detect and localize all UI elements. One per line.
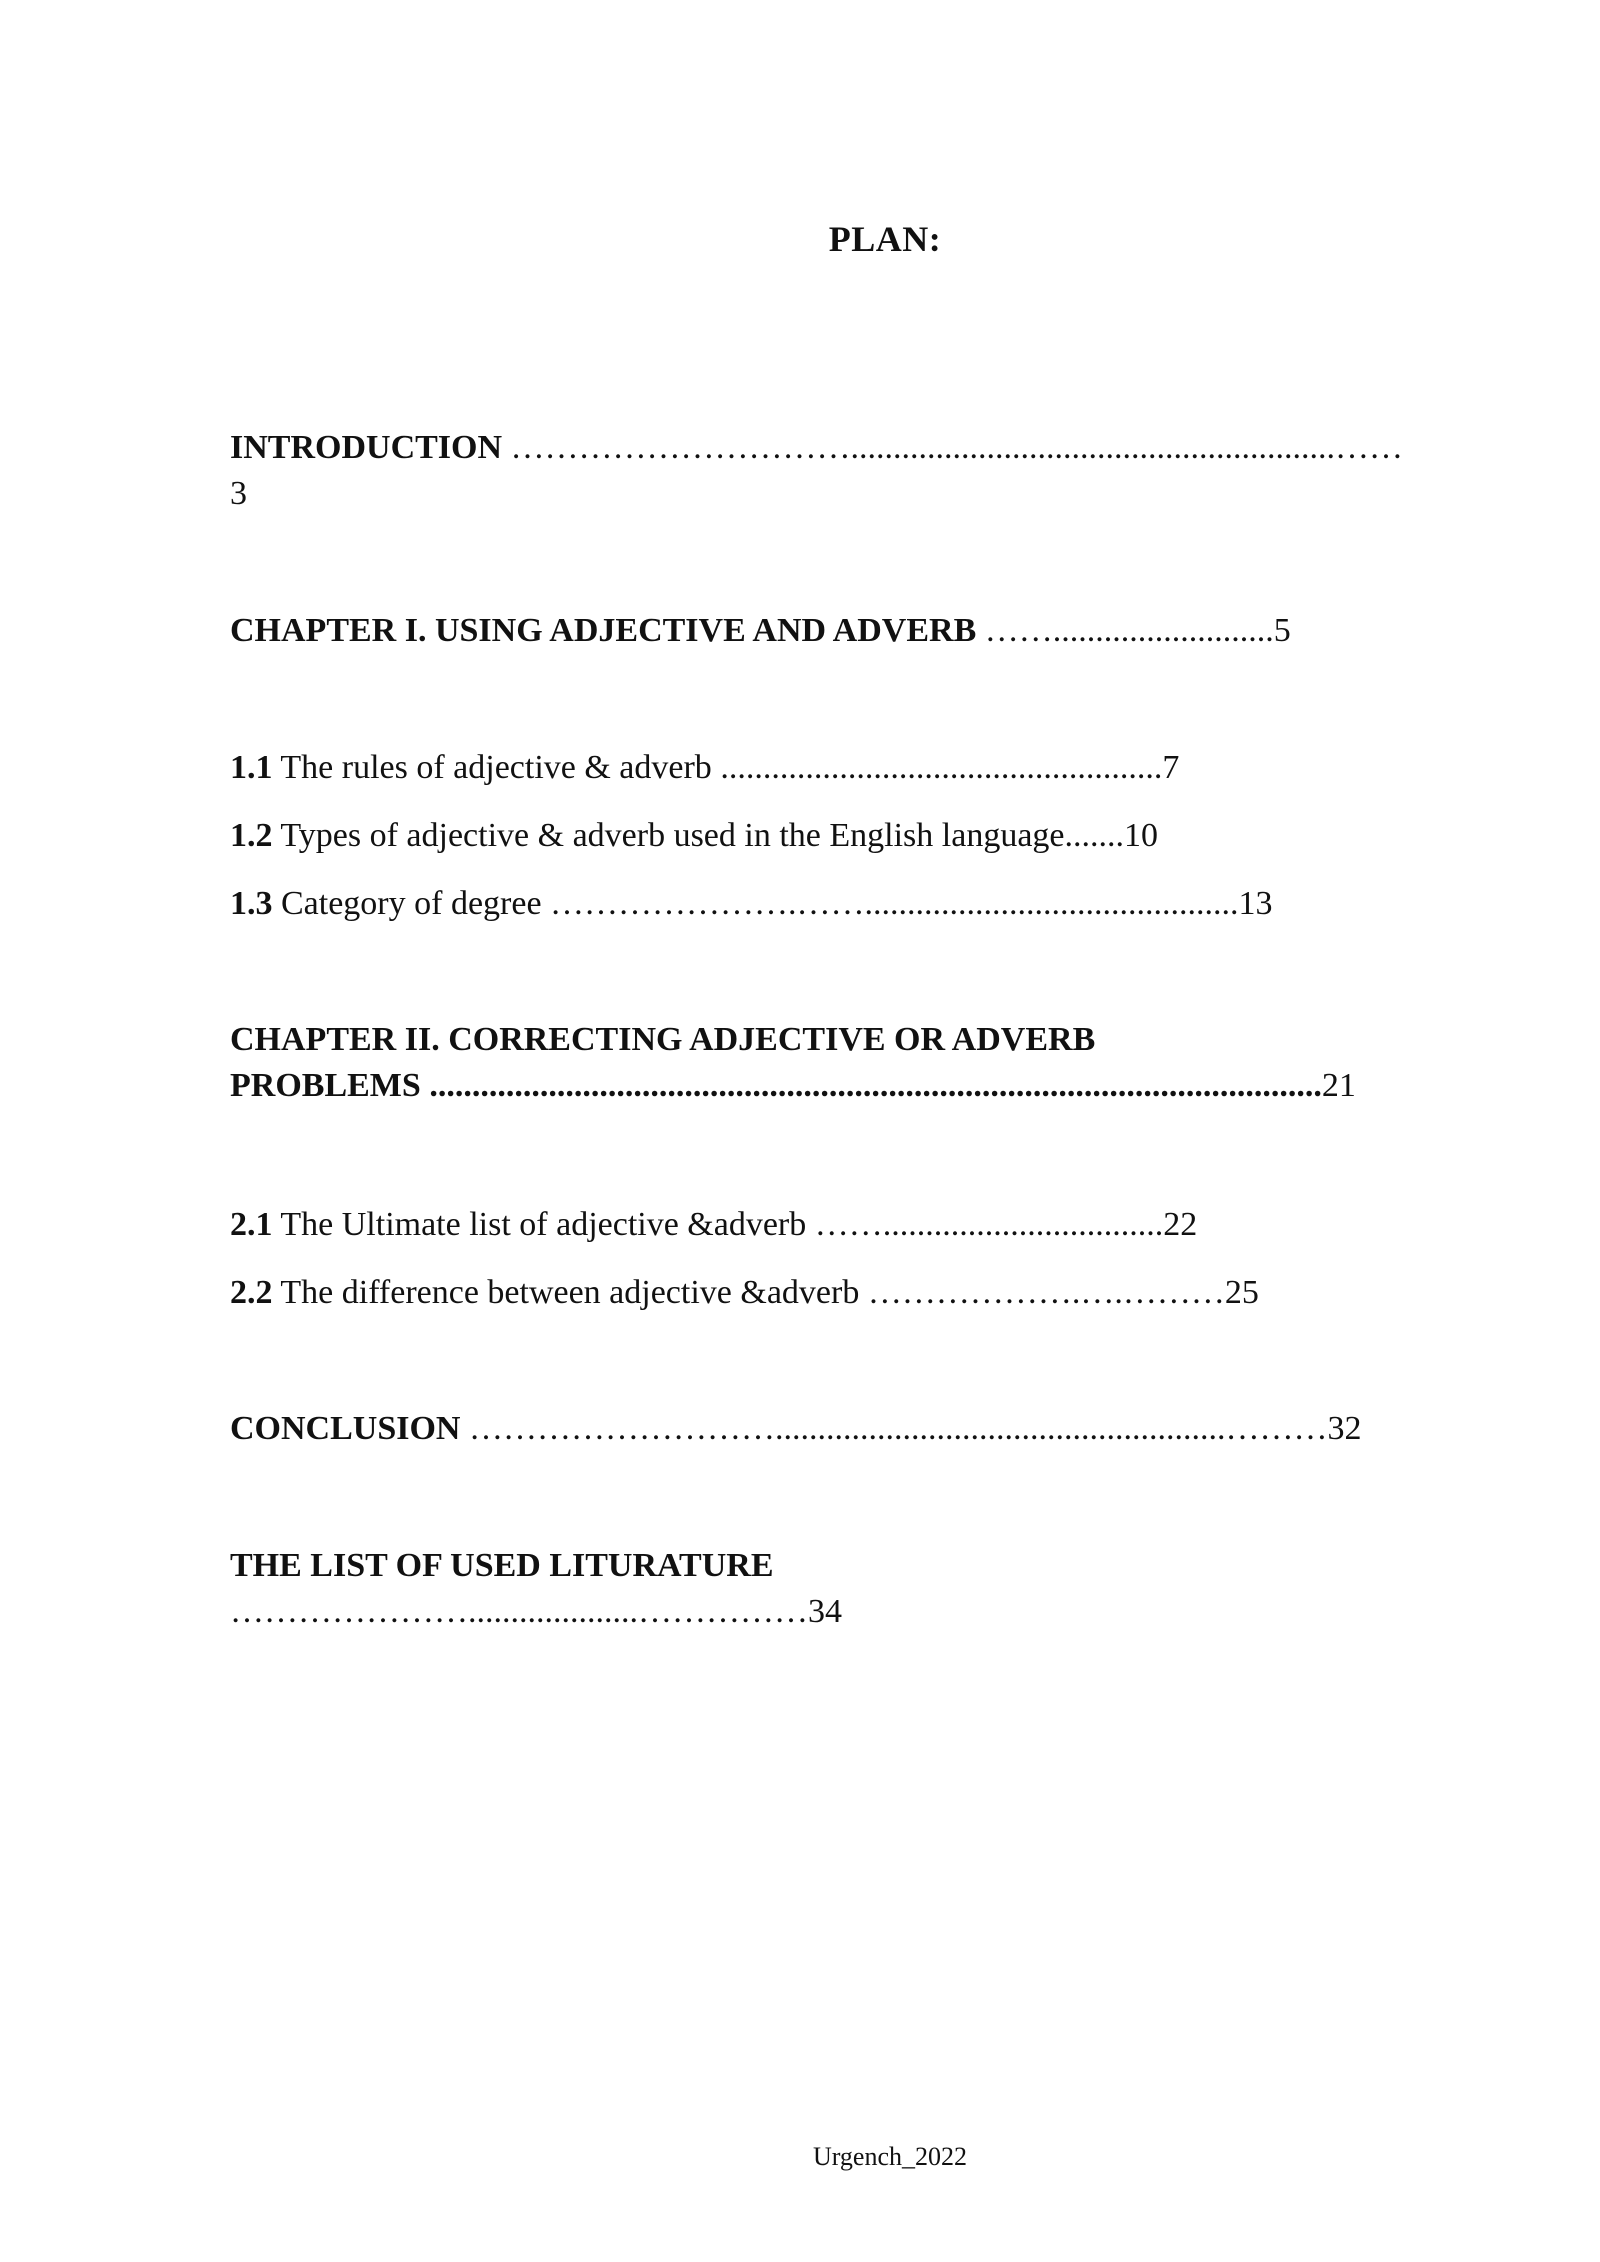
toc-label: Types of adjective & adverb used in the English language <box>272 817 1065 854</box>
toc-page-number: 32 <box>1327 1410 1362 1447</box>
toc-leader: ……................................. <box>814 1206 1164 1243</box>
toc-section-number: 1.2 <box>230 817 273 854</box>
toc-entry-literature <box>230 1543 1490 1635</box>
toc-label-continued: PROBLEMS <box>230 1067 430 1104</box>
toc-leader: ……………….….……… <box>867 1274 1225 1311</box>
toc-label: The Ultimate list of adjective &adverb <box>272 1206 815 1243</box>
toc-entry-conclusion <box>230 1406 1490 1452</box>
toc-leader: …….......................... <box>976 612 1274 649</box>
toc-page-number: 10 <box>1124 817 1158 854</box>
toc-label: The difference between adjective &adverb <box>272 1274 868 1311</box>
toc-page-number: 22 <box>1163 1206 1198 1243</box>
toc-leader: ………………….……............................................ <box>550 885 1239 922</box>
toc-leader: ……………………….....................................................……… <box>460 1410 1328 1447</box>
toc-page-number: 13 <box>1238 885 1273 922</box>
toc-leader: .................................................... <box>720 749 1163 786</box>
toc-label: THE LIST OF USED LITURATURE <box>230 1547 774 1584</box>
toc-label: CHAPTER I. USING ADJECTIVE AND ADVERB <box>230 612 977 649</box>
toc-label: CHAPTER II. CORRECTING ADJECTIVE OR ADVERB <box>230 1021 1096 1058</box>
toc-entry-1-1 <box>230 745 1490 791</box>
toc-leader: ....... <box>1064 817 1124 854</box>
toc-page-number: 21 <box>1321 1067 1356 1104</box>
toc-label: CONCLUSION <box>230 1410 461 1447</box>
toc-leader: ......................................................................................................... <box>429 1067 1322 1104</box>
toc-entry-1-3 <box>230 881 1490 927</box>
page-footer: Urgench_2022 <box>812 2142 968 2171</box>
toc-entry-2-2 <box>230 1270 1490 1316</box>
toc-section-number: 1.1 <box>230 749 273 786</box>
toc-entry-chapter-2 <box>230 1017 1490 1109</box>
toc-leader: ………………………….........................................................…… <box>502 429 1404 466</box>
toc-section-number: 1.3 <box>230 885 273 922</box>
toc-page-number: 3 <box>230 475 247 512</box>
toc-entry-chapter-1 <box>230 608 1490 654</box>
toc-label: Category of degree <box>272 885 551 922</box>
toc-page-number: 34 <box>808 1593 842 1630</box>
toc-leader: …………………....................…………… <box>230 1593 808 1630</box>
toc-section-number: 2.2 <box>230 1274 273 1311</box>
toc-entry-2-1 <box>230 1202 1490 1248</box>
toc-entry-introduction <box>230 425 1495 517</box>
toc-page-number: 5 <box>1273 612 1291 649</box>
toc-page-number: 7 <box>1162 749 1180 786</box>
toc-label: INTRODUCTION <box>230 429 503 466</box>
page-title: PLAN: <box>828 219 942 259</box>
toc-label: The rules of adjective & adverb <box>272 749 721 786</box>
toc-entry-1-2 <box>230 813 1490 859</box>
toc-page-number: 25 <box>1224 1274 1259 1311</box>
toc-section-number: 2.1 <box>230 1206 273 1243</box>
